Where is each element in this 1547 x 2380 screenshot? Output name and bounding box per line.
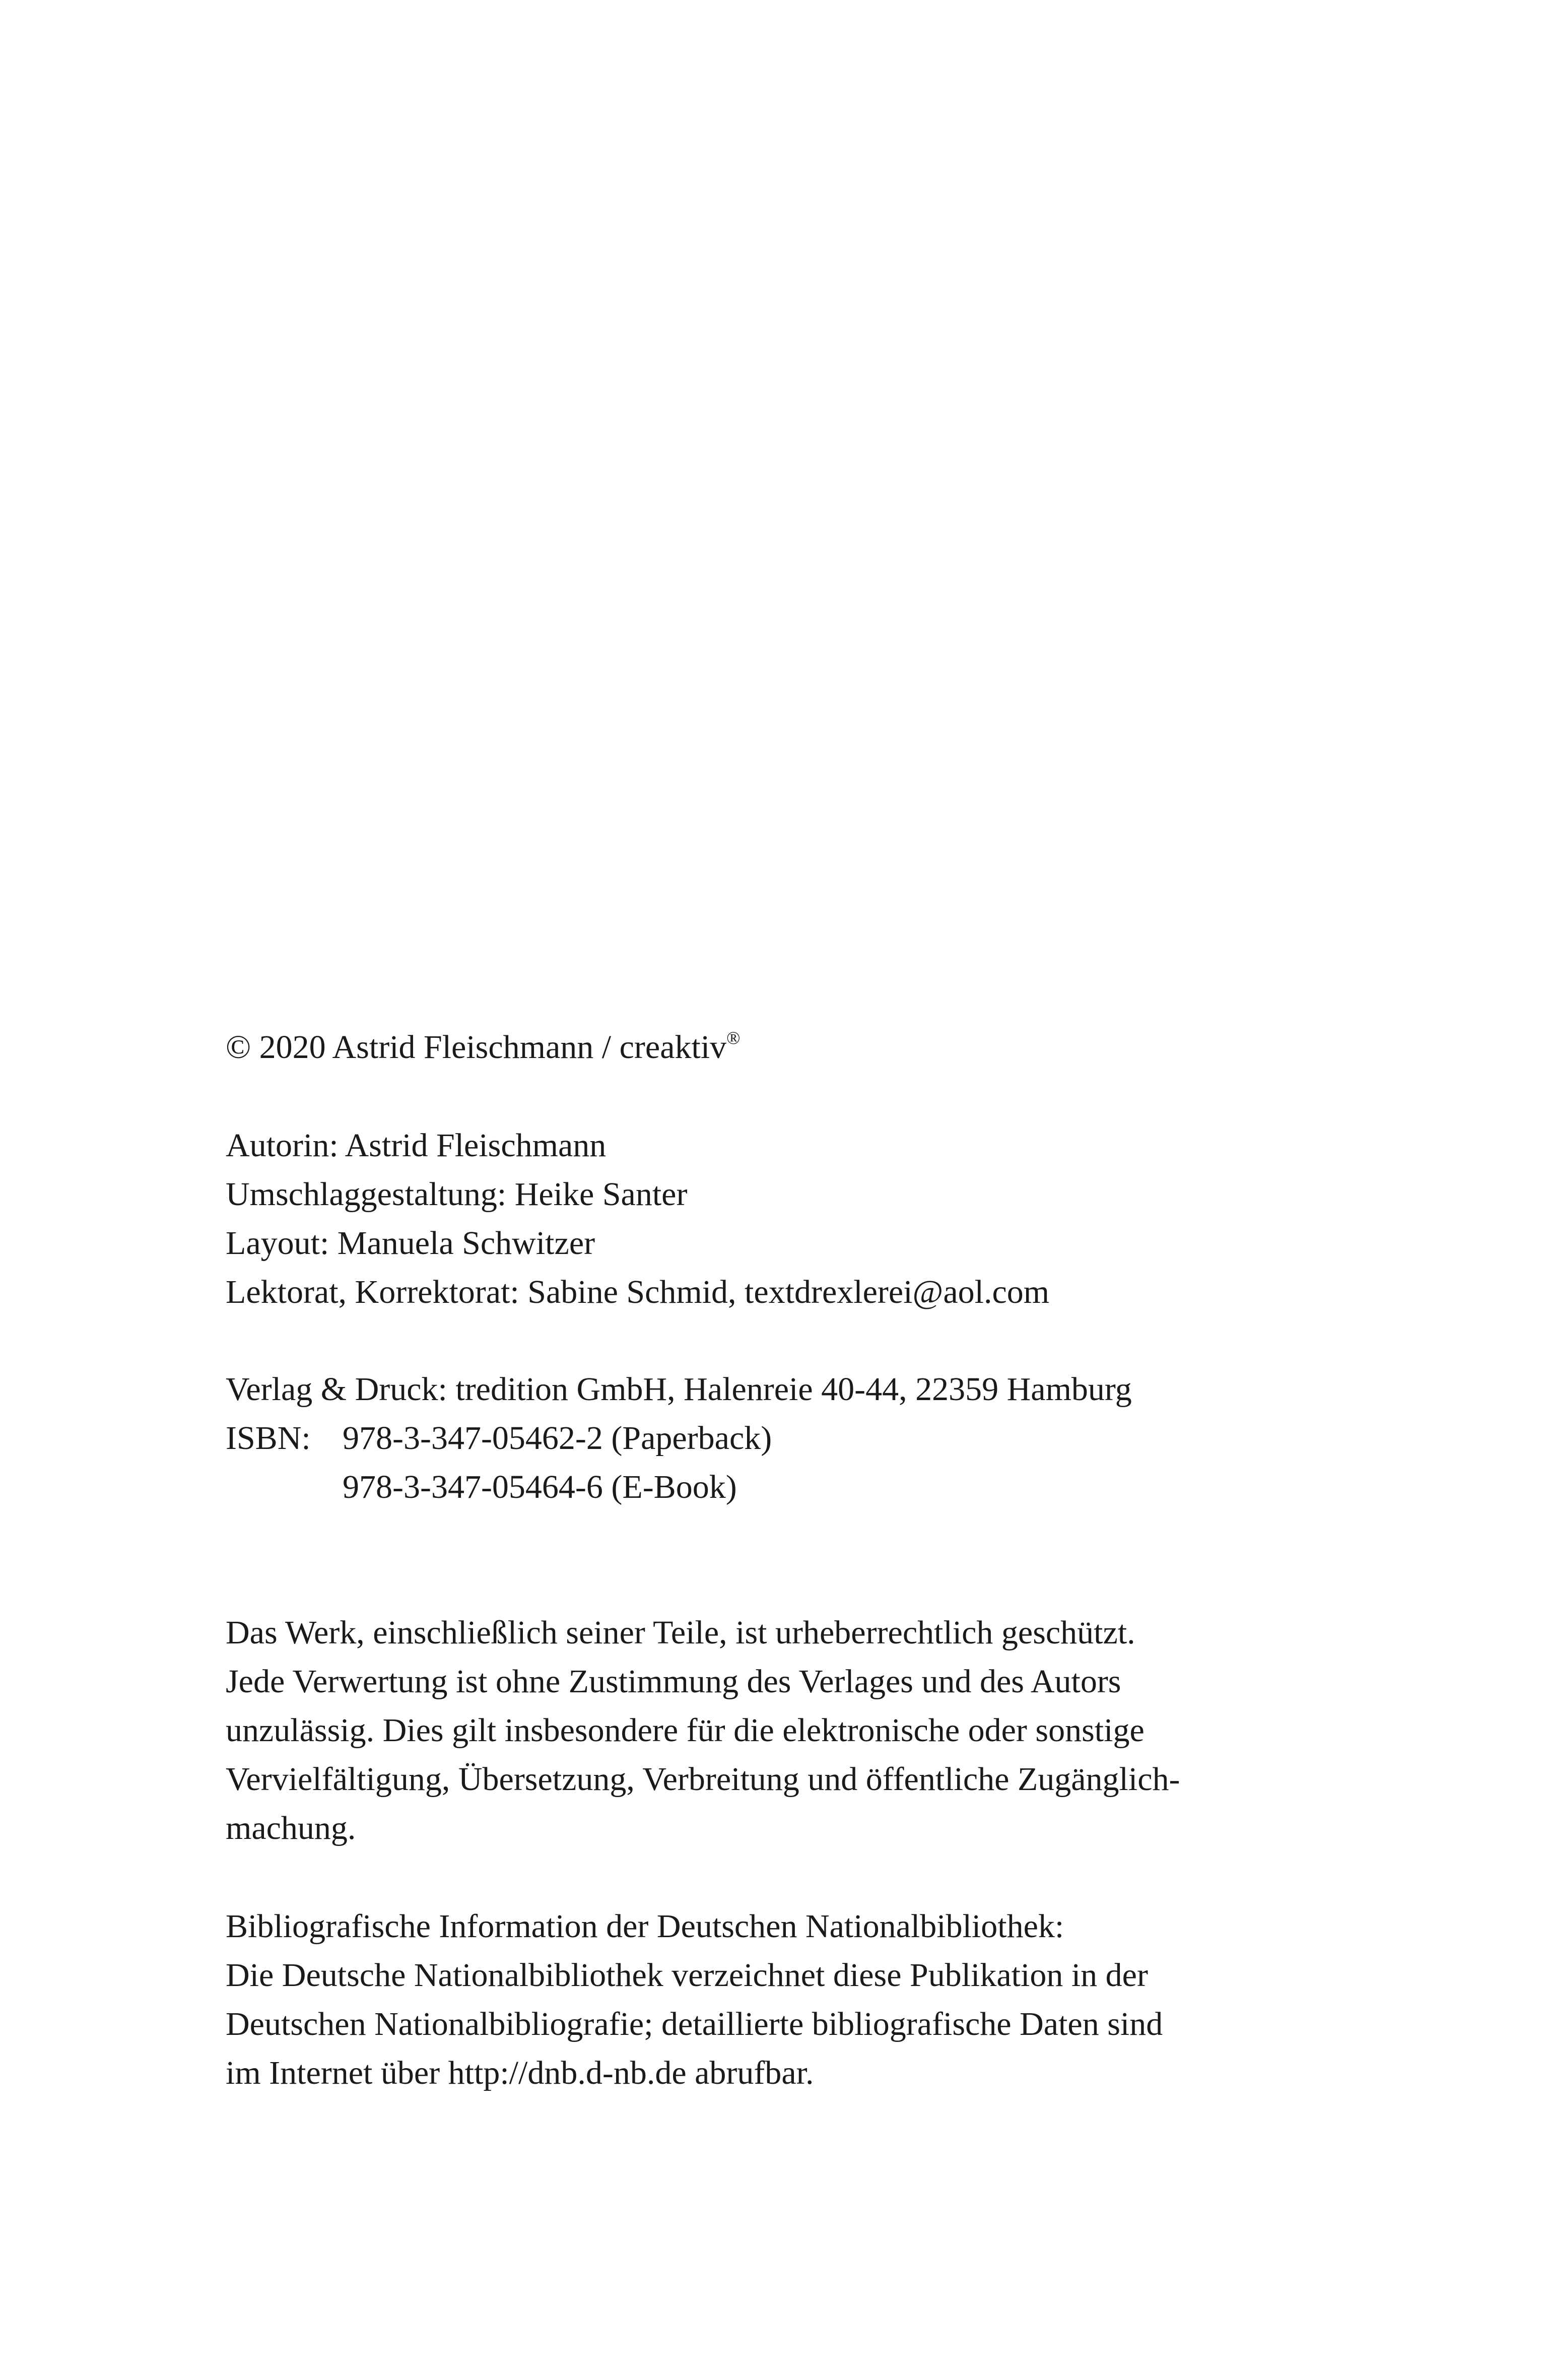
copyright-text: © 2020 Astrid Fleischmann / creaktiv: [226, 1029, 727, 1066]
credit-editing: Lektorat, Korrektorat: Sabine Schmid, textdrexlerei@aol.com: [226, 1274, 1050, 1310]
rights-line: Das Werk, einschließlich seiner Teile, ist urheberrechtlich geschützt.: [226, 1614, 1135, 1651]
publisher-line: Verlag & Druck: tredition GmbH, Halenreie 40-44, 22359 Hamburg: [226, 1371, 1132, 1408]
isbn-paperback-row: [226, 1414, 1359, 1463]
isbn-label: ISBN:: [226, 1420, 311, 1457]
credit-layout: Layout: Manuela Schwitzer: [226, 1225, 595, 1262]
isbn-ebook-row: [226, 1463, 1359, 1511]
isbn-ebook: 978-3-347-05464-6 (E-Book): [343, 1469, 737, 1505]
rights-line: Vervielfältigung, Übersetzung, Verbreitung und öffentliche Zugänglich-: [226, 1761, 1180, 1798]
bibliographic-line: im Internet über http://dnb.d-nb.de abrufbar.: [226, 2055, 814, 2091]
isbn-paperback: 978-3-347-05462-2 (Paperback): [343, 1420, 772, 1457]
rights-line: machung.: [226, 1810, 356, 1846]
copyright-notice: [226, 1023, 1359, 1072]
bibliographic-info: [226, 1902, 1359, 2097]
credits-list: [226, 1121, 1359, 1316]
publisher-info: [226, 1365, 1359, 1511]
bibliographic-line: Bibliografische Information der Deutschen Nationalbibliothek:: [226, 1908, 1064, 1945]
bibliographic-line: Die Deutsche Nationalbibliothek verzeichnet diese Publikation in der: [226, 1957, 1148, 1994]
rights-line: unzulässig. Dies gilt insbesondere für die elektronische oder sonstige: [226, 1712, 1145, 1749]
rights-line: Jede Verwertung ist ohne Zustimmung des Verlages und des Autors: [226, 1663, 1121, 1700]
credit-author: Autorin: Astrid Fleischmann: [226, 1127, 607, 1164]
copyright-line: [226, 1023, 1359, 1072]
credit-cover-design: Umschlaggestaltung: Heike Santer: [226, 1176, 688, 1213]
rights-notice: [226, 1608, 1359, 1853]
registered-mark: ®: [726, 1028, 741, 1048]
bibliographic-line: Deutschen Nationalbibliografie; detaillierte bibliografische Daten sind: [226, 2006, 1163, 2042]
